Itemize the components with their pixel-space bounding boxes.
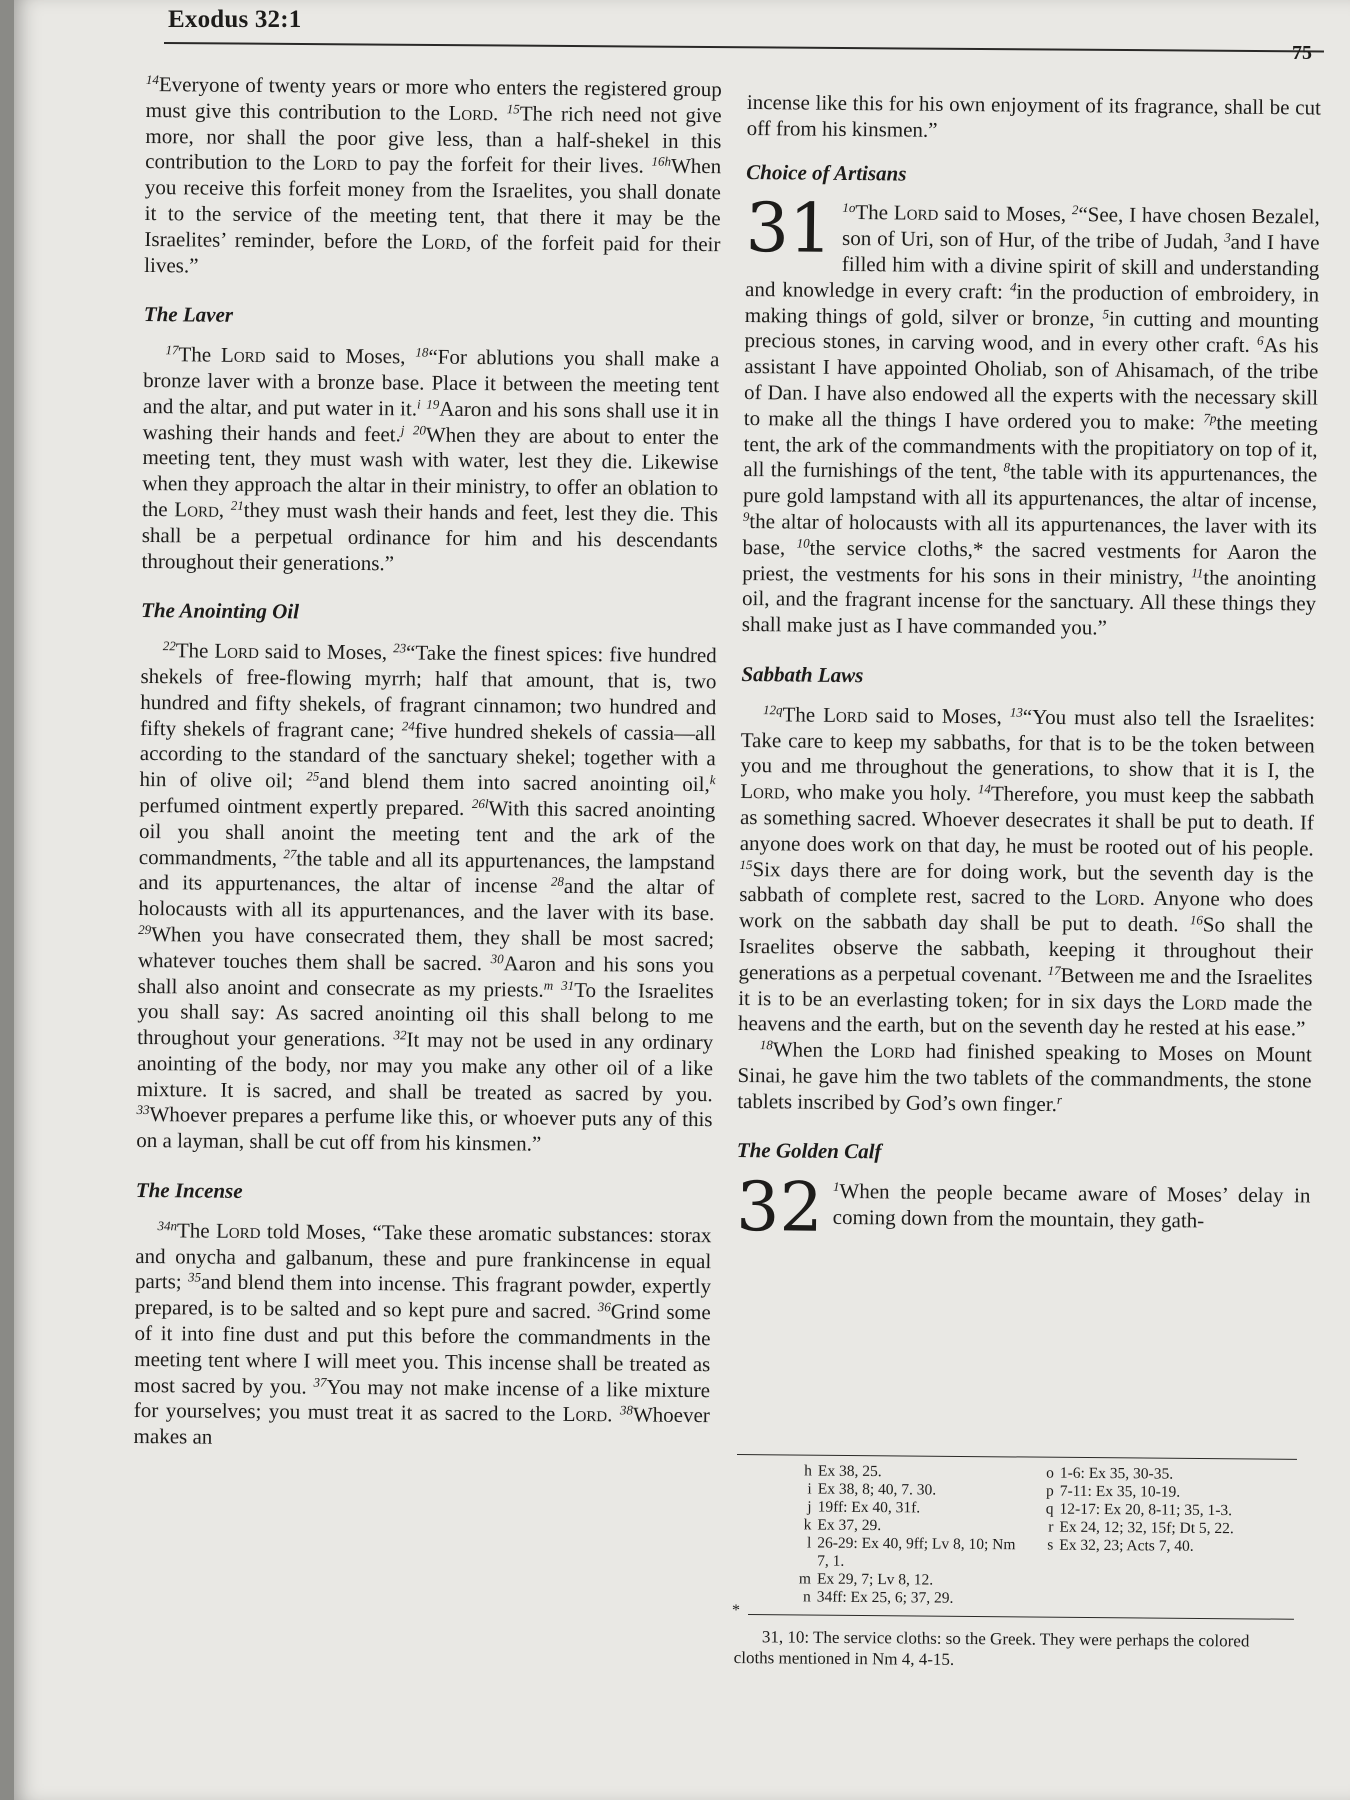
verse-number: 28 (550, 874, 564, 890)
verse-number: 2 (1071, 202, 1079, 218)
small-caps-lord: Lord (214, 638, 259, 664)
verse-number: 18 (415, 344, 429, 360)
cross-reference-column-left (795, 1462, 1026, 1608)
verse-number: 24 (401, 717, 415, 733)
verse-number: 11 (1191, 564, 1204, 580)
paragraph-contribution: $^{14}$Everyone of twenty years or more who enters the registered group must give this contribution to the Lord. $^{15}$The rich need not give more, nor shall the poor give less, than a half-shekel in this contribution to the Lord to pay the forfeit for their lives. $^{16h}$When you receive this forfeit money from the Israelites, you shall donate it to the service of the meeting tent, that there it may be the Israelites’ reminder, before the Lord, of the forfeit paid for their lives.” (144, 72, 722, 278)
verse-number: 14 (145, 72, 159, 88)
verse-number: 1 (832, 1179, 840, 1195)
cross-reference-letter: j (807, 1498, 812, 1516)
verse-number: 29 (138, 921, 152, 937)
paragraph-artisans-text: $^{1o}$The Lord said to Moses, $^2$“See, I have chosen Bezalel, son of Uri, son of Hur, of the tribe of Judah, $^3$and I have filled him with a divine spirit of skill and understanding and knowledge in every craft: $^4$in the production of embroidery, in making things of gold, silver or bronze, $^5$in cutting and mounting precious stones, in carving wood, and in every other craft. $^6$As his assistant I have appointed Oholiab, son of Ahisamach, of the tribe of Dan. I have also endowed all the experts with the necessary skill to make all the things I have ordered you to make: $^{7p}$the meeting tent, the ark of the commandments with the propitiatory on top of it, all the furnishings of the tent, $^8$the table with its appurtenances, the pure gold lampstand with all its appurtenances, the altar of incense, $^9$the altar of holocausts with all its appurtenances, the laver with its base, $^{10}$the service cloths,* the sacred vestments for Aaron the priest, the vestments for his sons in their ministry, $^{11}$the anointing oil, and the fragrant incense for the sanctuary. All these things they shall make just as I have commanded you.” (741, 200, 1320, 640)
left-column (133, 72, 721, 1455)
verse-number: 18 (759, 1037, 773, 1053)
paragraph-tablets: $^{18}$When the Lord had finished speaking to Moses on Mount Sinai, he gave him the two tablets of the commandments, the stone tablets inscribed by God’s own finger.$^r$ (737, 1037, 1312, 1116)
cross-reference-entry (1038, 1482, 1268, 1502)
footnote-rule (748, 1614, 1294, 1620)
verse-number: 20 (412, 421, 426, 438)
header-rule (164, 42, 1324, 53)
cross-reference-text: Ex 29, 7; Lv 8, 12. (816, 1570, 934, 1589)
cross-reference-text: 7-11: Ex 35, 10-19. (1059, 1482, 1181, 1501)
verse-number: 37 (313, 1374, 327, 1390)
paragraph-sabbath: $^{12q}$The Lord said to Moses, $^{13}$“You must also tell the Israelites: Take care to keep my sabbaths, for that is to be the token between you and me throughout the generations, to show that it is I, the Lord, who make you holy. $^{14}$Therefore, you must keep the sabbath as something sacred. Whoever desecrates it shall be put to death. If anyone does work on that day, he must be rooted out of his people. $^{15}$Six days there are for doing work, but the seventh day is the sabbath of complete rest, sacred to the Lord. Anyone who does work on the sabbath day shall be put to death. $^{16}$So shall the Israelites observe the sabbath, keeping it throughout their generations as a perpetual covenant. $^{17}$Between me and the Israelites it is to be an everlasting token; for in six days the Lord made the heavens and the earth, but on the seventh day he rested at his ease.” (737, 701, 1316, 1041)
verse-number: 10 (796, 535, 810, 551)
small-caps-lord: Lord (562, 1402, 608, 1427)
small-caps-lord: Lord (448, 100, 494, 125)
cross-reference-text: 1-6: Ex 35, 30-35. (1059, 1464, 1174, 1483)
cross-reference-letter: p (1045, 1482, 1054, 1500)
cross-reference-text: 19ff: Ex 40, 31f. (817, 1498, 921, 1517)
cross-reference-text: 12-17: Ex 20, 8-11; 35, 1-3. (1059, 1500, 1233, 1520)
verse-number: j (400, 421, 405, 437)
verse-number: 8 (1003, 459, 1011, 475)
paragraph-golden-calf-text: $^1$When the people became aware of Moses’ delay in coming down from the mountain, they gath- (832, 1179, 1311, 1233)
verse-number: 3 (1224, 229, 1231, 245)
verse-number: 27 (283, 845, 297, 861)
cross-reference-letter: s (1047, 1536, 1054, 1554)
verse-number: 4 (1009, 279, 1017, 295)
paragraph-anointing-oil: $^{22}$The Lord said to Moses, $^{23}$“Take the finest spices: five hundred shekels of free-flowing myrrh; half that amount, that is, two hundred and fifty shekels, of fragrant cinnamon; two hundred and fifty shekels of fragrant cane; $^{24}$five hundred shekels of cassia—all according to the standard of the sanctuary shekel; together with a hin of olive oil; $^{25}$and blend them into sacred anointing oil,$^k$ perfumed ointment expertly prepared. $^{26l}$With this sacred anointing oil you shall anoint the meeting tent and the ark of the commandments, $^{27}$the table and all its appurtenances, the lampstand and its appurtenances, the altar of incense $^{28}$and the altar of holocausts with all its appurtenances, and the laver with its base. $^{29}$When you have consecrated them, they shall be most sacred; whatever touches them shall be sacred. $^{30}$Aaron and his sons you shall also anoint and consecrate as my priests.$^m$ $^{31}$To the Israelites you shall say: As sacred anointing oil this shall belong to me throughout your generations. $^{32}$It may not be used in any ordinary anointing of the body, nor may you make any other oil of a like mixture. It is sacred, and shall be treated as sacred by you. $^{33}$Whoever prepares a perfume like this, or whoever puts any of this on a layman, shall be cut off from his kinsmen.” (136, 638, 717, 1156)
verse-number: 17 (165, 342, 179, 358)
small-caps-lord: Lord (1095, 885, 1140, 911)
cross-reference-letter: o (1046, 1464, 1054, 1482)
verse-number: 35 (187, 1269, 202, 1286)
cross-reference-entry (795, 1570, 1025, 1590)
verse-number: 36 (597, 1299, 611, 1315)
section-heading-artisans: Choice of Artisans (746, 159, 907, 186)
paragraph-laver: $^{17}$The Lord said to Moses, $^{18}$“For ablutions you shall make a bronze laver with a bronze base. Place it between the meeting tent and the altar, and put water in it.$^i$ $^{19}$Aaron and his sons shall use it in washing their hands and feet.$^j$ $^{20}$When they are about to enter the meeting tent, they must wash with water, lest they die. Likewise when they approach the altar in their ministry, to offer an oblation to the Lord, $^{21}$they must wash their hands and feet, lest they die. This shall be a perpetual ordinance for him and his descendants throughout their generations.” (141, 342, 720, 575)
cross-reference-letter: r (1048, 1518, 1054, 1536)
verse-number: 30 (490, 950, 504, 966)
verse-number: 32 (393, 1027, 407, 1043)
small-caps-lord: Lord (312, 150, 358, 176)
verse-number: m (543, 977, 554, 993)
chapter-number-32: 32 (735, 1168, 824, 1249)
verse-number: 13 (1009, 704, 1023, 720)
verse-number: 31 (561, 977, 575, 993)
cross-reference-column-right (1037, 1464, 1268, 1556)
right-column (735, 90, 1321, 1249)
cross-reference-entry (796, 1498, 1026, 1518)
small-caps-lord: Lord (740, 779, 785, 804)
verse-number: 34n (157, 1218, 178, 1234)
cross-reference-letter: k (803, 1516, 812, 1534)
section-heading-sabbath: Sabbath Laws (741, 661, 864, 688)
verse-number: 19 (426, 396, 440, 412)
cross-reference-entry (1038, 1500, 1268, 1520)
small-caps-lord: Lord (215, 1218, 261, 1243)
section-heading-golden-calf: The Golden Calf (736, 1138, 882, 1164)
verse-number: r (1056, 1091, 1063, 1107)
cross-reference-letter: q (1045, 1500, 1054, 1518)
cross-reference-letter: m (798, 1570, 812, 1588)
verse-number: 38 (619, 1402, 633, 1418)
verse-number: 15 (506, 101, 520, 117)
verse-number: 16h (651, 153, 672, 170)
verse-number: 25 (306, 768, 320, 784)
small-caps-lord: Lord (870, 1038, 915, 1063)
verse-number: 5 (1102, 306, 1110, 322)
footnote: 31, 10: The service cloths: so the Greek. They were perhaps the colored cloths mentioned in Nm 4, 4-15. (733, 1627, 1250, 1669)
cross-reference-entry (795, 1534, 1025, 1572)
verse-number: 12q (762, 701, 783, 718)
verse-number: 6 (1256, 333, 1264, 349)
paragraph-golden-calf (735, 1168, 1311, 1249)
verse-number: 14 (977, 781, 992, 797)
verse-number: 1o (842, 200, 856, 216)
cross-reference-entry (796, 1462, 1026, 1482)
cross-reference-entry (1038, 1464, 1268, 1484)
page-number: 75 (1292, 42, 1312, 64)
cross-reference-rule (737, 1454, 1297, 1460)
cross-reference-letter: h (804, 1462, 812, 1480)
cross-reference-text: Ex 24, 12; 32, 15f; Dt 5, 22. (1059, 1518, 1234, 1538)
small-caps-lord: Lord (174, 497, 219, 522)
cross-reference-letter: n (803, 1588, 811, 1606)
verse-number: 21 (230, 497, 244, 513)
section-heading-laver: The Laver (143, 302, 234, 328)
small-caps-lord: Lord (421, 229, 467, 254)
cross-references (756, 1462, 1296, 1607)
verse-number: 22 (162, 638, 176, 654)
cross-reference-entry (1037, 1518, 1267, 1538)
cross-reference-text: Ex 38, 25. (817, 1462, 882, 1481)
paragraph-incense-continued: incense like this for his own enjoyment of its fragrance, shall be cut off from his kinsmen.” (746, 90, 1321, 142)
cross-reference-entry (796, 1480, 1026, 1500)
running-head: Exodus 32:1 (168, 6, 302, 33)
verse-number: 33 (136, 1102, 150, 1118)
small-caps-lord: Lord (1181, 989, 1227, 1015)
verse-number: 7p (1203, 410, 1217, 426)
verse-number: k (709, 772, 716, 788)
cross-reference-text: Ex 32, 23; Acts 7, 40. (1059, 1536, 1194, 1555)
verse-number: 15 (739, 856, 753, 872)
section-heading-anointing-oil: The Anointing Oil (141, 598, 300, 624)
small-caps-lord: Lord (893, 200, 939, 226)
verse-number: i (417, 396, 421, 412)
cross-reference-entry (795, 1588, 1025, 1608)
cross-reference-letter: i (807, 1480, 812, 1498)
small-caps-lord: Lord (823, 702, 868, 727)
verse-number: 9 (742, 508, 750, 524)
small-caps-lord: Lord (220, 342, 266, 368)
verse-number: 17 (1047, 962, 1061, 978)
footnote-marker: * (732, 1602, 740, 1619)
book-page (14, 0, 1350, 1800)
verse-number: 23 (393, 640, 407, 656)
section-heading-incense: The Incense (135, 1178, 243, 1204)
verse-number: 26l (471, 795, 489, 812)
cross-reference-entry (795, 1516, 1025, 1536)
cross-reference-text: 26-29: Ex 40, 9ff; Lv 8, 10; Nm 7, 1. (817, 1534, 1016, 1570)
cross-reference-text: Ex 38, 8; 40, 7. 30. (817, 1480, 937, 1499)
cross-reference-letter: l (806, 1534, 812, 1552)
paragraph-artisans (741, 189, 1320, 643)
cross-reference-text: Ex 37, 29. (817, 1516, 882, 1535)
chapter-number-31: 31 (745, 189, 833, 270)
paragraph-incense: $^{34n}$The Lord told Moses, “Take these aromatic substances: storax and onycha and galbanum, these and pure frankincense in equal parts; $^{35}$and blend them into incense. This fragrant powder, expertly prepared, is to be salted and so kept pure and sacred. $^{36}$Grind some of it into fine dust and put this before the commandments in the meeting tent where I will meet you. This incense shall be treated as most sacred by you. $^{37}$You may not make incense of a like mixture for yourselves; you must treat it as sacred to the Lord. $^{38}$Whoever makes an (133, 1218, 712, 1449)
cross-reference-text: 34ff: Ex 25, 6; 37, 29. (816, 1588, 954, 1607)
cross-reference-entry (1037, 1536, 1267, 1556)
verse-number: 16 (1189, 912, 1203, 928)
